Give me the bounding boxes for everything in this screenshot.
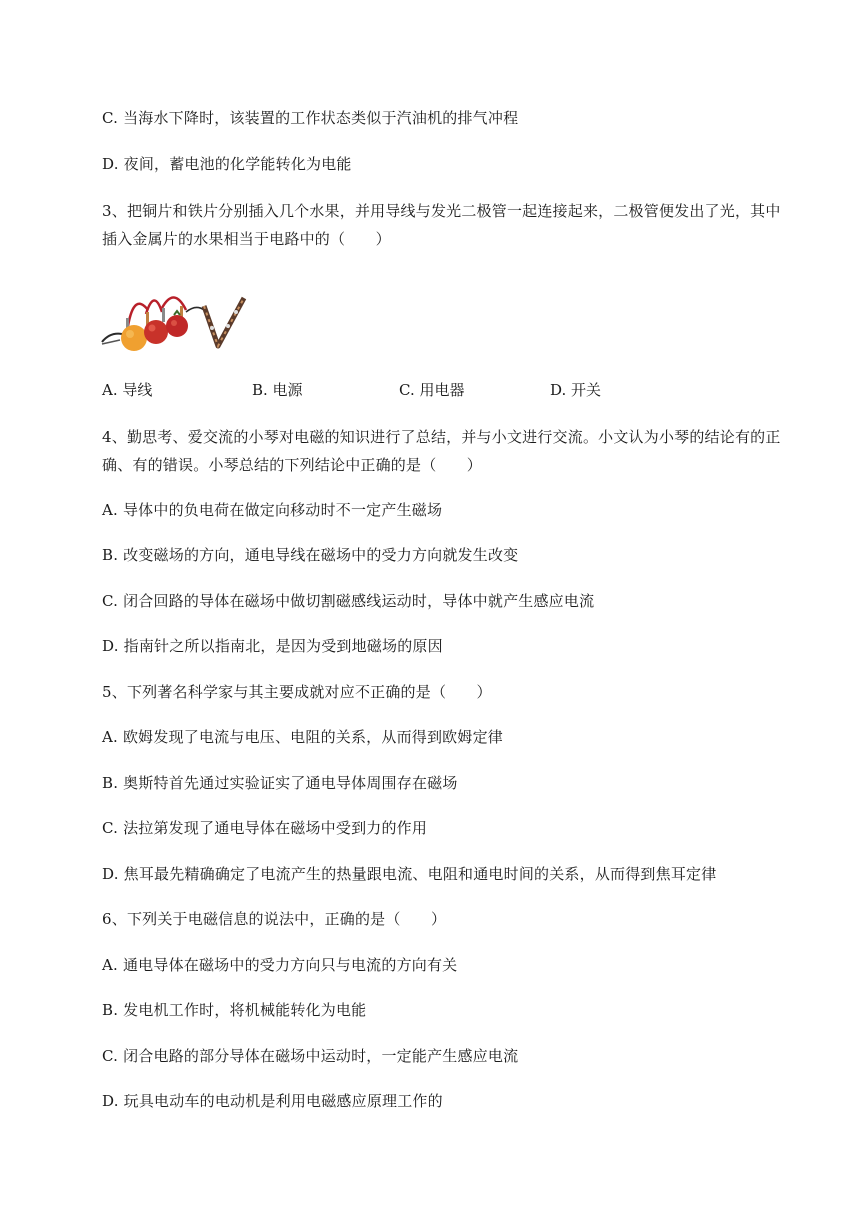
q3-stem-line-2: 插入金属片的水果相当于电路中的（ ） — [102, 230, 391, 248]
q5-stem: 5、下列著名科学家与其主要成就对应不正确的是（ ） — [102, 683, 492, 701]
q5-option-c: C. 法拉第发现了通电导体在磁场中受到力的作用 — [102, 819, 428, 837]
fruit-battery-figure — [100, 282, 250, 354]
q4-option-b: B. 改变磁场的方向，通电导线在磁场中的受力方向就发生改变 — [102, 546, 519, 564]
q6-option-a: A. 通电导体在磁场中的受力方向只与电流的方向有关 — [102, 956, 458, 974]
q4-option-a: A. 导体中的负电荷在做定向移动时不一定产生磁场 — [102, 501, 443, 519]
q2-option-d: D. 夜间，蓄电池的化学能转化为电能 — [102, 155, 352, 173]
q4-stem-line-2: 确、有的错误。小琴总结的下列结论中正确的是（ ） — [102, 456, 483, 474]
q3-option-a: A. 导线 — [102, 381, 153, 399]
q4-option-d: D. 指南针之所以指南北，是因为受到地磁场的原因 — [102, 637, 443, 655]
q4-stem-line-1: 4、勤思考、爱交流的小琴对电磁的知识进行了总结，并与小文进行交流。小文认为小琴的结论有的正 — [102, 428, 781, 446]
q3-stem-line-1: 3、把铜片和铁片分别插入几个水果，并用导线与发光二极管一起连接起来，二极管便发出了光，其中 — [102, 202, 781, 220]
q5-option-d: D. 焦耳最先精确确定了电流产生的热量跟电流、电阻和通电时间的关系，从而得到焦耳定律 — [102, 865, 717, 883]
q6-option-b: B. 发电机工作时，将机械能转化为电能 — [102, 1001, 367, 1019]
q6-option-c: C. 闭合电路的部分导体在磁场中运动时，一定能产生感应电流 — [102, 1047, 519, 1065]
q6-option-d: D. 玩具电动车的电动机是利用电磁感应原理工作的 — [102, 1092, 443, 1110]
q3-options — [102, 380, 722, 402]
q3-option-b: B. 电源 — [252, 381, 303, 399]
q2-option-c: C. 当海水下降时，该装置的工作状态类似于汽油机的排气冲程 — [102, 109, 519, 127]
q3-option-c: C. 用电器 — [399, 381, 465, 399]
q5-option-b: B. 奥斯特首先通过实验证实了通电导体周围存在磁场 — [102, 774, 458, 792]
q4-option-c: C. 闭合回路的导体在磁场中做切割磁感线运动时，导体中就产生感应电流 — [102, 592, 595, 610]
q6-stem: 6、下列关于电磁信息的说法中，正确的是（ ） — [102, 910, 447, 928]
fruit-battery-led-circuit-icon — [100, 282, 250, 354]
q5-option-a: A. 欧姆发现了电流与电压、电阻的关系，从而得到欧姆定律 — [102, 728, 503, 746]
q3-option-d: D. 开关 — [550, 381, 602, 399]
